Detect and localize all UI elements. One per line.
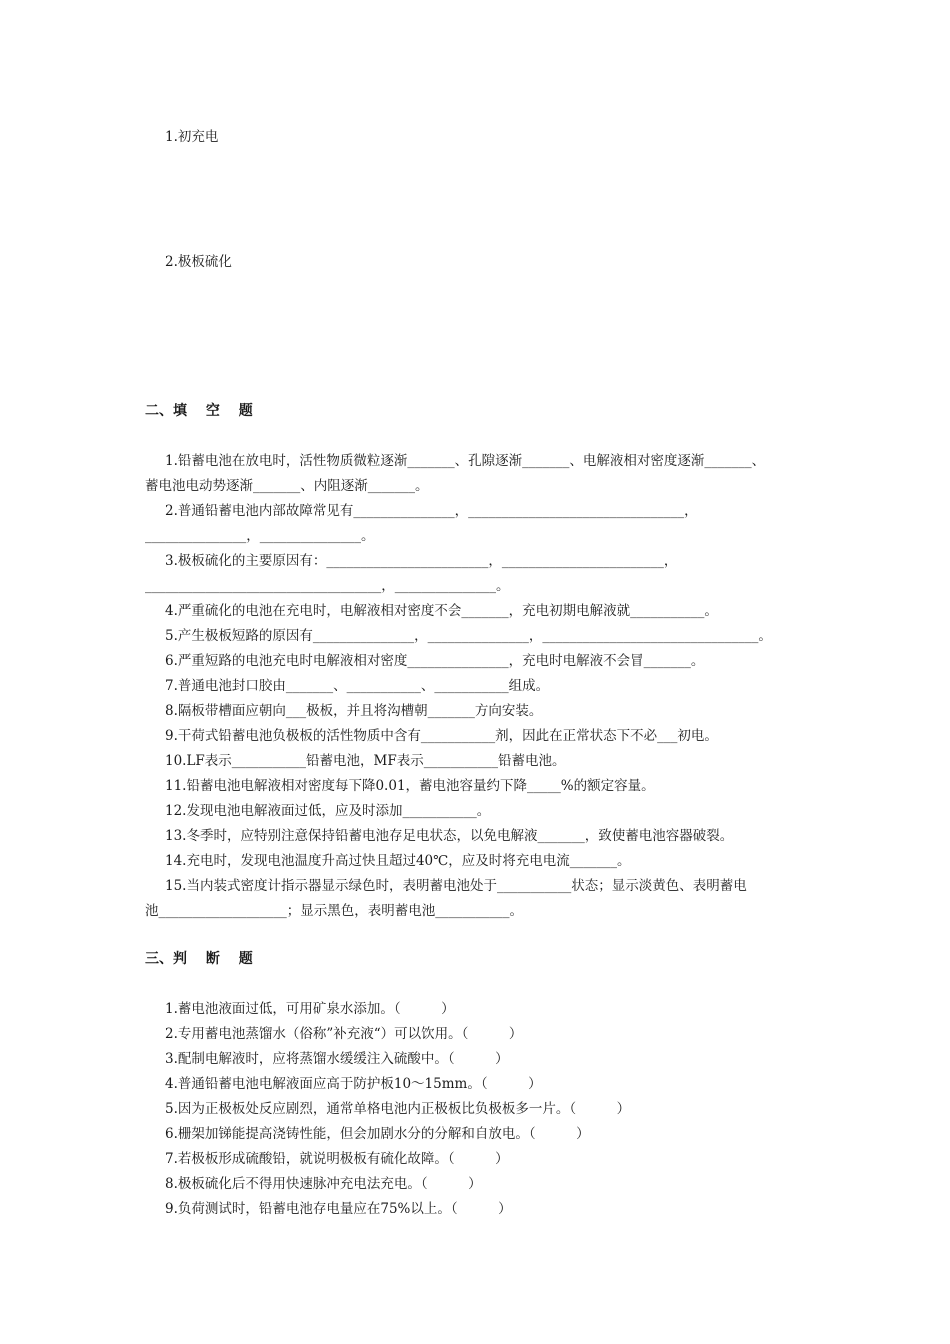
fill-line: 13.冬季时，应特别注意保持铅蓄电池存足电状态，以免电解液_______，致使蓄电池容器破裂。 [165,828,734,844]
fill-line: 蓄电池电动势逐渐_______、内阻逐渐_______。 [145,478,429,494]
judge-item: 8.极板硫化后不得用快速脉冲充电法充电。（ ） [165,1176,482,1192]
judge-item: 2.专用蓄电池蒸馏水（俗称”补充液“）可以饮用。（ ） [165,1026,523,1042]
fill-line: 14.充电时，发现电池温度升高过快且超过40℃，应及时将充电电流_______。 [165,853,631,869]
judge-item: 9.负荷测试时，铅蓄电池存电量应在75%以上。（ ） [165,1201,512,1217]
judge-item: 1.蓄电池液面过低，可用矿泉水添加。（ ） [165,1001,455,1017]
judge-item: 3.配制电解液时，应将蒸馏水缓缓注入硫酸中。（ ） [165,1051,509,1067]
fill-line: 12.发现电池电解液面过低，应及时添加___________。 [165,803,491,819]
fill-line: _______________，_______________。 [145,528,375,544]
fill-line: 6.严重短路的电池充电时电解液相对密度_______________，充电时电解液不会冒_______。 [165,653,705,669]
fill-line: 15.当内装式密度计指示器显示绿色时，表明蓄电池处于___________状态；显示淡黄色、表明蓄电 [165,878,747,894]
fill-line: ___________________________________，_______________。 [145,578,510,594]
judge-item: 5.因为正极板处反应剧烈，通常单格电池内正极板比负极板多一片。（ ） [165,1101,631,1117]
fill-line: 9.干荷式铅蓄电池负极板的活性物质中含有___________剂，因此在正常状态下不必___初电。 [165,728,718,744]
fill-line: 11.铅蓄电池电解液相对密度每下降0.01，蓄电池容量约下降_____%的额定容量。 [165,778,655,794]
fill-line: 7.普通电池封口胶由_______、___________、___________组成。 [165,678,550,694]
fill-section-heading: 二、填 空 题 [145,403,253,419]
fill-line: 5.产生极板短路的原因有_______________，_______________，________________________________。 [165,628,772,644]
judge-item: 4.普通铅蓄电池电解液面应高于防护板10～15mm。（ ） [165,1076,542,1092]
definition-item: 1.初充电 [165,129,219,145]
judge-section-heading: 三、判 断 题 [145,951,253,967]
definition-item: 2.极板硫化 [165,254,232,270]
fill-line: 池___________________；显示黑色，表明蓄电池___________。 [145,903,523,919]
fill-line: 8.隔板带槽面应朝向___极板，并且将沟槽朝_______方向安装。 [165,703,543,719]
fill-line: 4.严重硫化的电池在充电时，电解液相对密度不会_______，充电初期电解液就___________。 [165,603,718,619]
fill-line: 2.普通铅蓄电池内部故障常见有_______________，________________________________， [165,503,698,519]
judge-item: 7.若极板形成硫酸铅，就说明极板有硫化故障。（ ） [165,1151,509,1167]
fill-line: 1.铅蓄电池在放电时，活性物质微粒逐渐_______、孔隙逐渐_______、电解液相对密度逐渐_______、 [165,453,766,469]
judge-item: 6.栅架加锑能提高浇铸性能，但会加剧水分的分解和自放电。（ ） [165,1126,590,1142]
fill-line: 3.极板硫化的主要原因有：________________________，________________________， [165,553,678,569]
fill-line: 10.LF表示___________铅蓄电池，MF表示___________铅蓄电池。 [165,753,566,769]
